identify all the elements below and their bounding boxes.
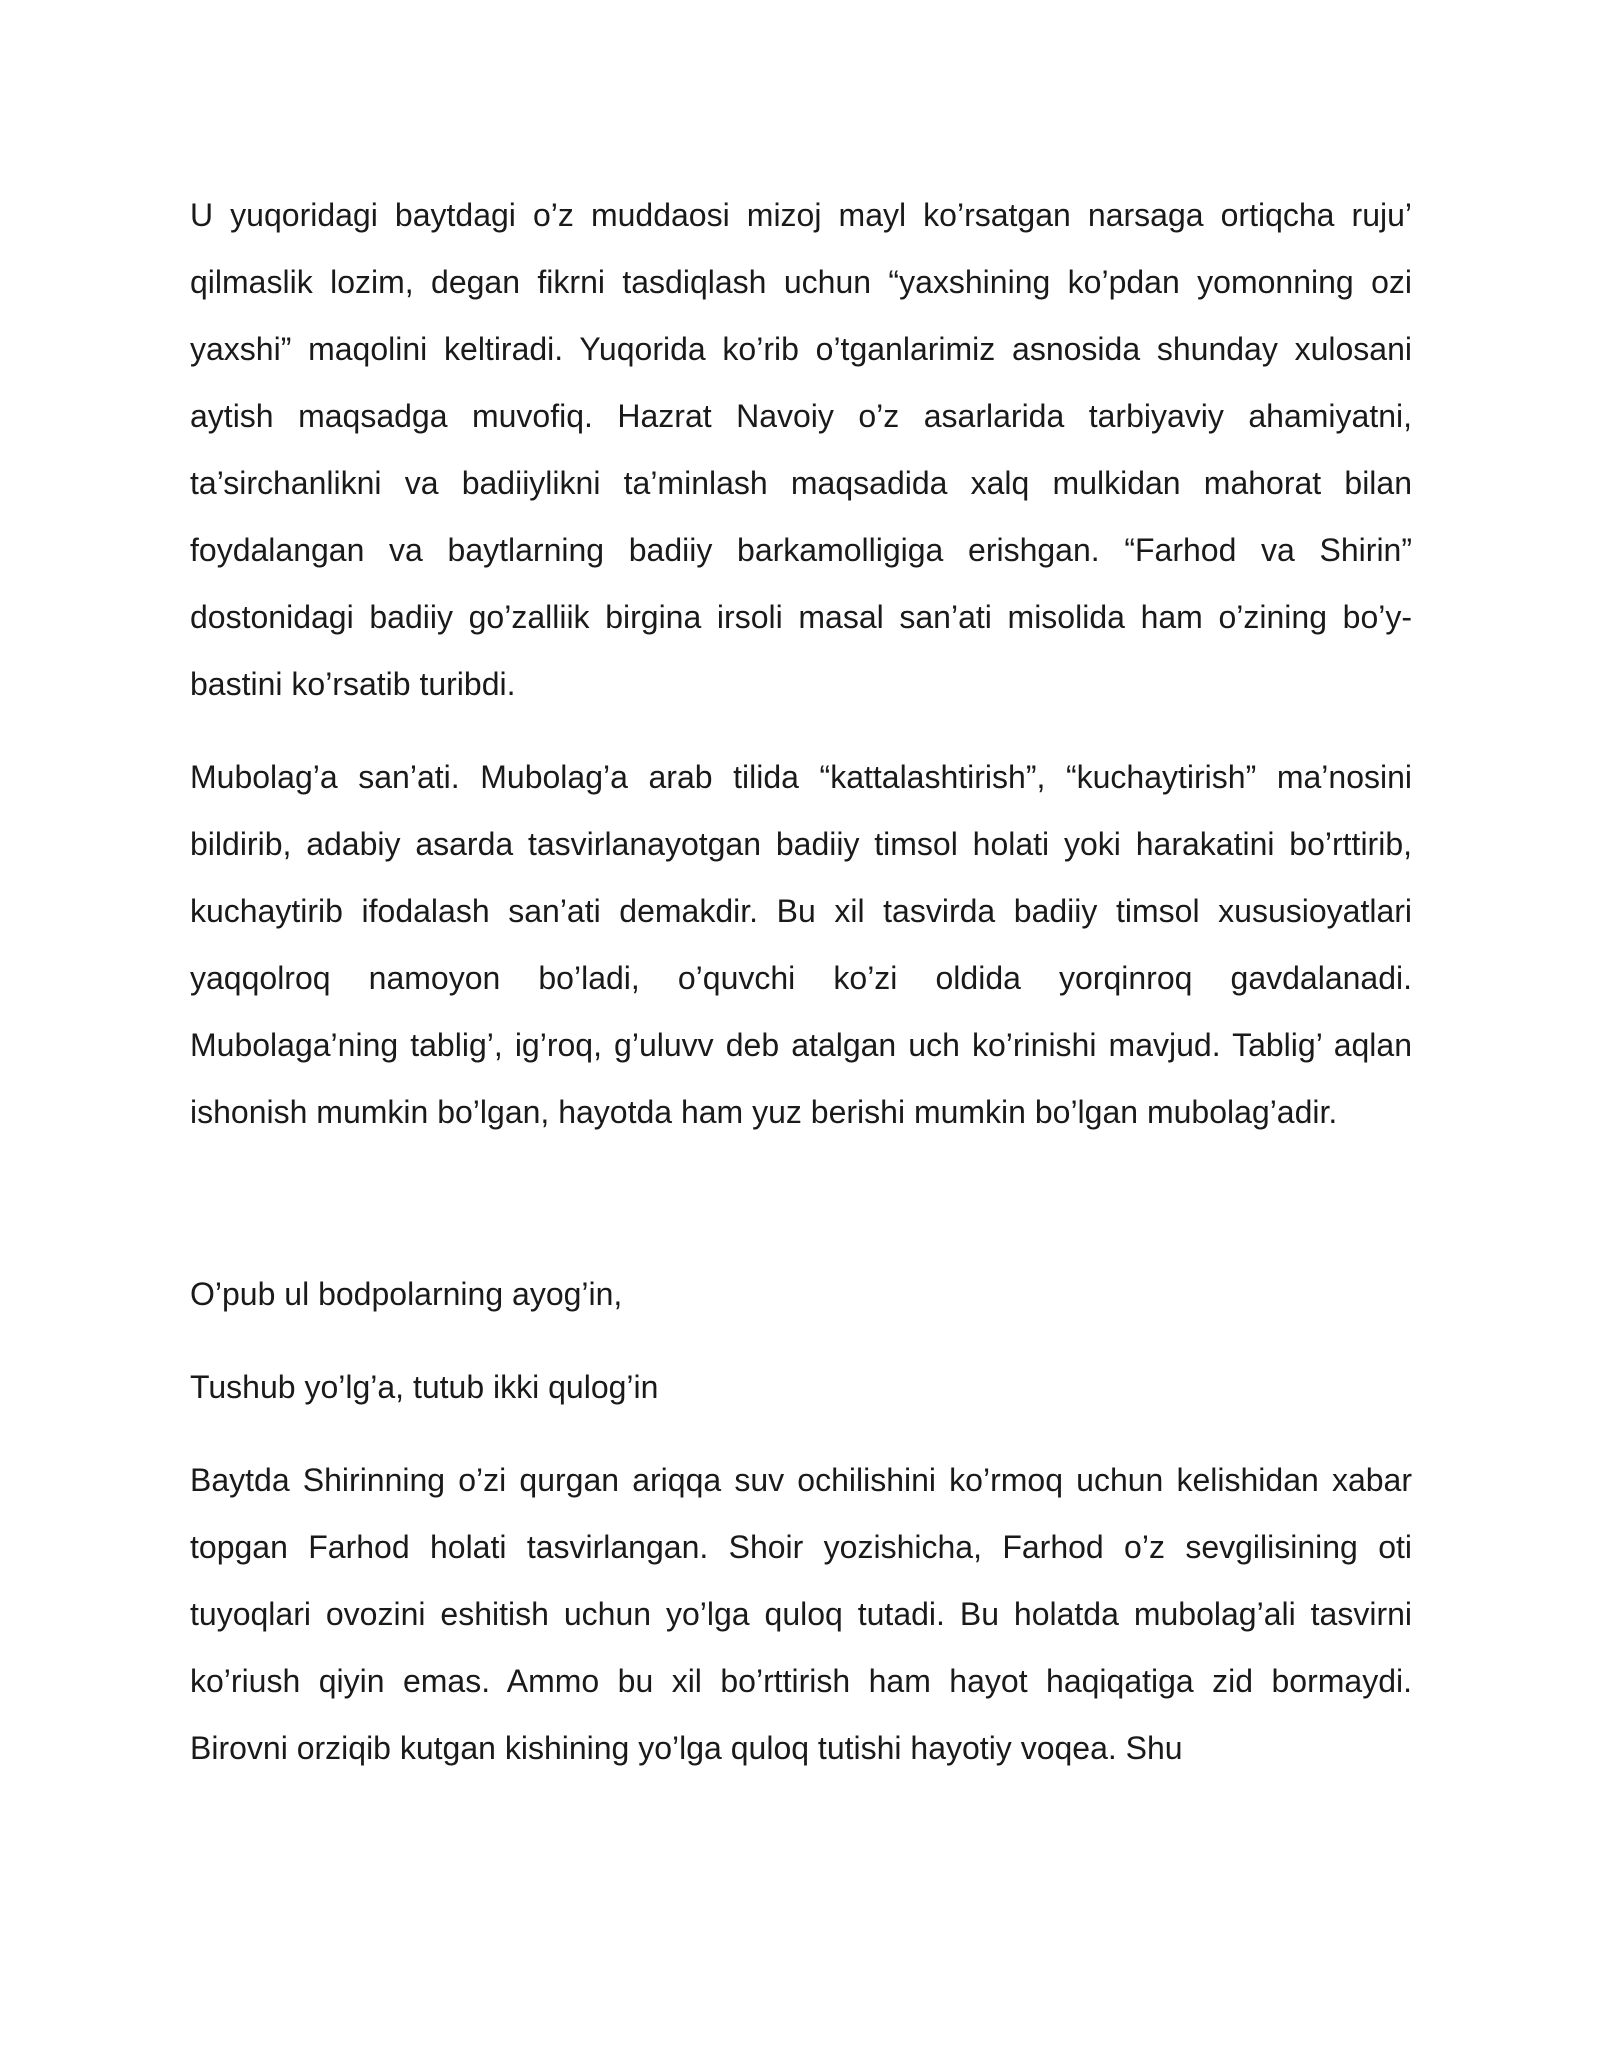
verse-line-2: Tushub yo’lg’a, tutub ikki qulog’in bbox=[190, 1369, 659, 1405]
verse-line-1: O’pub ul bodpolarning ayog’in, bbox=[190, 1276, 623, 1312]
paragraph-verse-analysis: Baytda Shirinning o’zi qurgan ariqqa suv ochilishini ko’rmoq uchun kelishidan xabar topgan Farhod holati tasvirlangan. Shoir yozishicha, Farhod o’z sevgilisining oti tuyoqlari ovozini eshitish uchun yo’lga quloq tutadi. Bu holatda mubolag’ali tasvirni ko’riush qiyin emas. Ammo bu xil bo’rttirish ham hayot haqiqatiga zid bormaydi. Birovni orziqib kutgan kishining yo’lga quloq tutishi hayotiy voqea. Shu bbox=[190, 1462, 1412, 1766]
paragraph-irsoli-masal-conclusion: U yuqoridagi baytdagi o’z muddaosi mizoj mayl ko’rsatgan narsaga ortiqcha ruju’ qilmaslik lozim, degan fikrni tasdiqlash uchun “yaxshining ko’pdan yomonning ozi yaxshi” maqolini keltiradi. Yuqorida ko’rib o’tganlarimiz asnosida shunday xulosani aytish maqsadga muvofiq. Hazrat Navoiy o’z asarlarida tarbiyaviy ahamiyatni, ta’sirchanlikni va badiiylikni ta’minlash maqsadida xalq mulkidan mahorat bilan foydalangan va baytlarning badiiy barkamolligiga erishgan. “Farhod va Shirin” dostonidagi badiiy go’zalliik birgina irsoli masal san’ati misolida ham o’zining bo’y-bastini ko’rsatib turibdi. bbox=[190, 197, 1412, 702]
verse-quote bbox=[190, 1261, 1412, 1421]
paragraph-mubolaga-definition: Mubolag’a san’ati. Mubolag’a arab tilida “kattalashtirish”, “kuchaytirish” ma’nosini bildirib, adabiy asarda tasvirlanayotgan badiiy timsol holati yoki harakatini bo’rttirib, kuchaytirib ifodalash san’ati demakdir. Bu xil tasvirda badiiy timsol xususioyatlari yaqqolroq namoyon bo’ladi, o’quvchi ko’zi oldida yorqinroq gavdalanadi. Mubolaga’ning tablig’, ig’roq, g’uluvv deb atalgan uch ko’rinishi mavjud. Tablig’ aqlan ishonish mumkin bo’lgan, hayotda ham yuz berishi mumkin bo’lgan mubolag’adir. bbox=[190, 759, 1412, 1130]
document-page bbox=[190, 182, 1412, 1782]
